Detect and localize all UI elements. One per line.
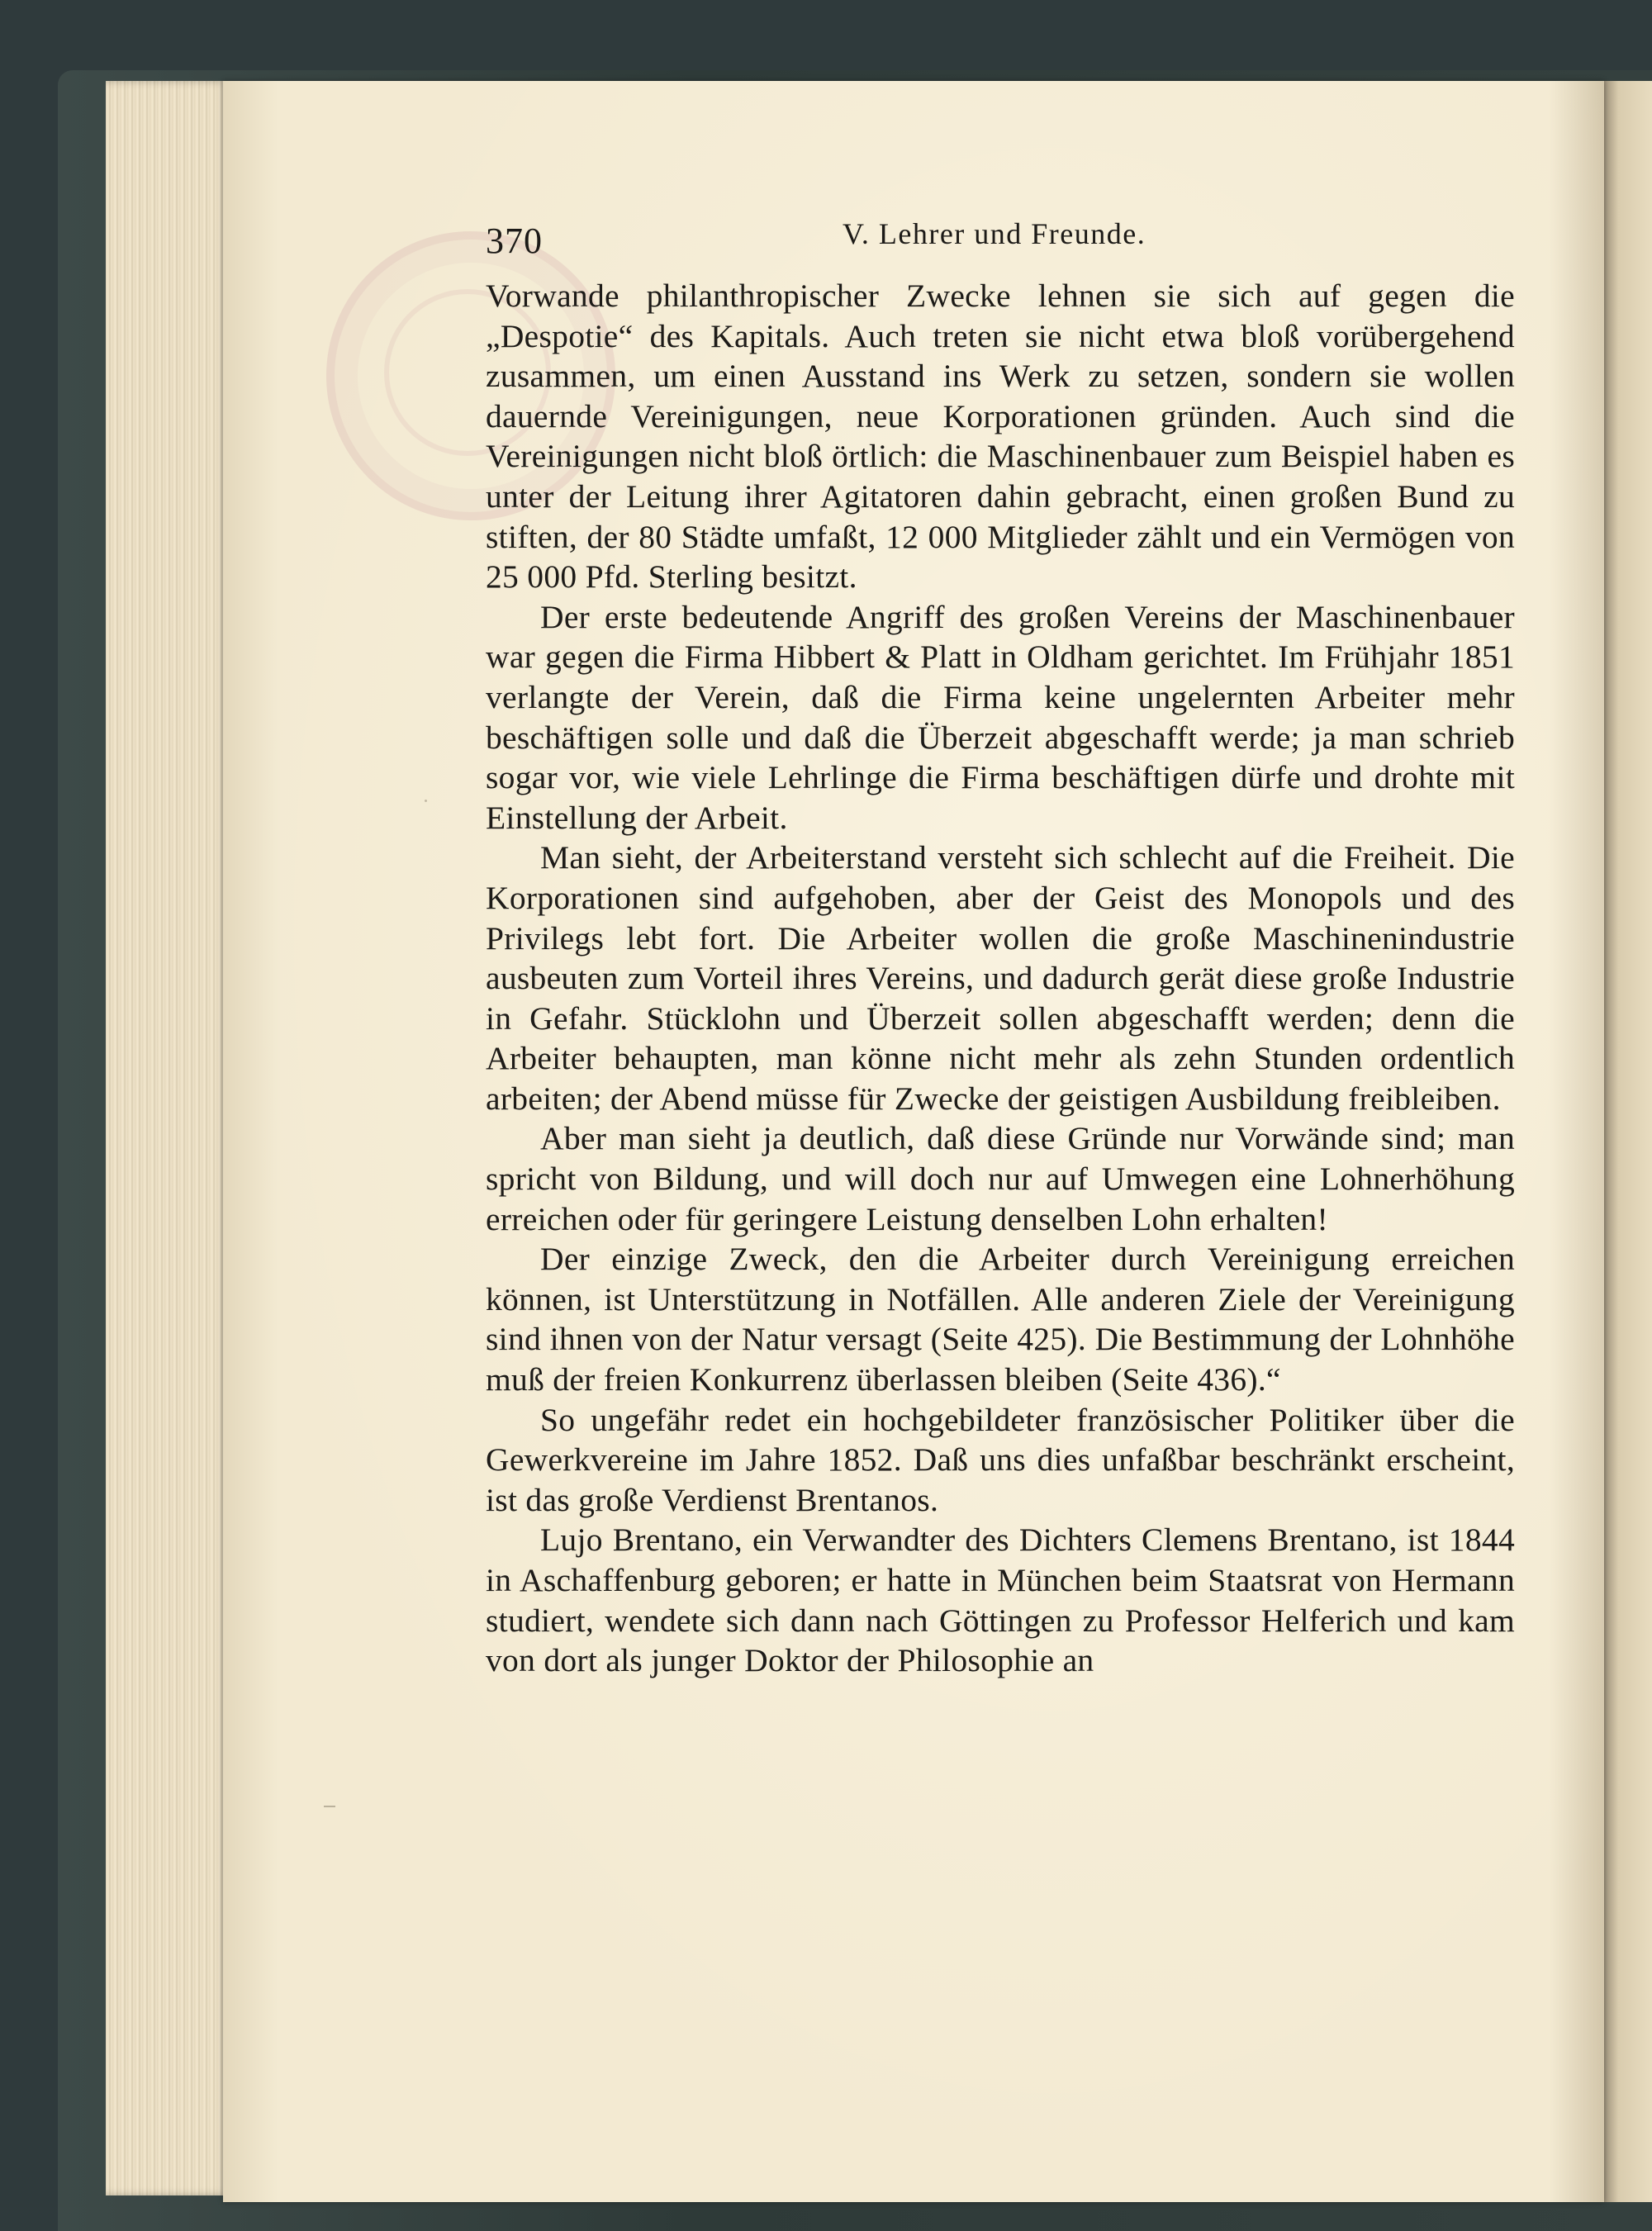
- paragraph: Man sieht, der Arbeiterstand versteht sich schlecht auf die Freiheit. Die Korporationen sind aufgehoben, aber der Geist des Monopols und des Privilegs lebt fort. Die Arbeiter wollen die große Maschinenindustrie ausbeuten zum Vorteil ihres Vereins, und dadurch gerät diese große Industrie in Gefahr. Stücklohn und Überzeit sollen abgeschafft werden; denn die Arbeiter behaupten, man könne nicht mehr als zehn Stunden ordentlich arbeiten; der Abend müsse für Zwecke der geistigen Ausbildung freibleiben.: [486, 839, 1515, 1117]
- paragraph: So ungefähr redet ein hochgebildeter französischer Politiker über die Gewerkvereine im Jahre 1852. Daß uns dies unfaßbar beschränkt erscheint, ist das große Verdienst Brentanos.: [486, 1401, 1515, 1518]
- facing-page-edge: [1604, 81, 1652, 2202]
- page-edges: [106, 81, 230, 2195]
- page-number: 370: [486, 221, 543, 261]
- body-text: [486, 276, 1515, 1681]
- page-header: [486, 216, 1518, 266]
- paragraph: Der einzige Zweck, den die Arbeiter durch Vereinigung erreichen können, ist Unterstützung in Notfällen. Alle anderen Ziele der Vereinigung sind ihnen von der Natur versagt (Seite 425). Die Bestimmung der Lohnhöhe muß der freien Konkurrenz überlassen bleiben (Seite 436).“: [486, 1241, 1515, 1398]
- margin-mark: [324, 1806, 335, 1807]
- paragraph: Der erste bedeutende Angriff des großen Vereins der Maschinenbauer war gegen die Firma Hibbert & Platt in Oldham gerichtet. Im Frühjahr 1851 verlangte der Verein, daß die Firma keine ungelernten Arbeiter mehr beschäftigen solle und daß die Überzeit abgeschafft werde; ja man schrieb sogar vor, wie viele Lehrlinge die Firma beschäftigen dürfe und drohte mit Einstellung der Arbeit.: [486, 598, 1515, 836]
- paragraph: Aber man sieht ja deutlich, daß diese Gründe nur Vorwände sind; man spricht von Bildung, und will doch nur auf Umwegen eine Lohnerhöhung erreichen oder für geringere Leistung denselben Lohn erhalten!: [486, 1120, 1515, 1237]
- paragraph: Vorwande philanthropischer Zwecke lehnen sie sich auf gegen die „Despotie“ des Kapitals. Auch treten sie nicht etwa bloß vorübergehend zusammen, um einen Ausstand ins Werk zu setzen, sondern sie wollen dauernde Vereinigungen, neue Korporationen gründen. Auch sind die Vereinigungen nicht bloß örtlich: die Maschinenbauer zum Beispiel haben es unter der Leitung ihrer Agitatoren dahin gebracht, einen großen Bund zu stiften, der 80 Städte umfaßt, 12 000 Mitglieder zählt und ein Vermögen von 25 000 Pfd. Sterling besitzt.: [486, 278, 1515, 596]
- margin-dot: [425, 800, 427, 802]
- paragraph: Lujo Brentano, ein Verwandter des Dichters Clemens Brentano, ist 1844 in Aschaffenburg geboren; er hatte in München beim Staatsrat von Hermann studiert, wendete sich dann nach Göttingen zu Professor Helferich und kam von dort als junger Doktor der Philosophie an: [486, 1521, 1515, 1679]
- running-title: V. Lehrer und Freunde.: [843, 217, 1146, 250]
